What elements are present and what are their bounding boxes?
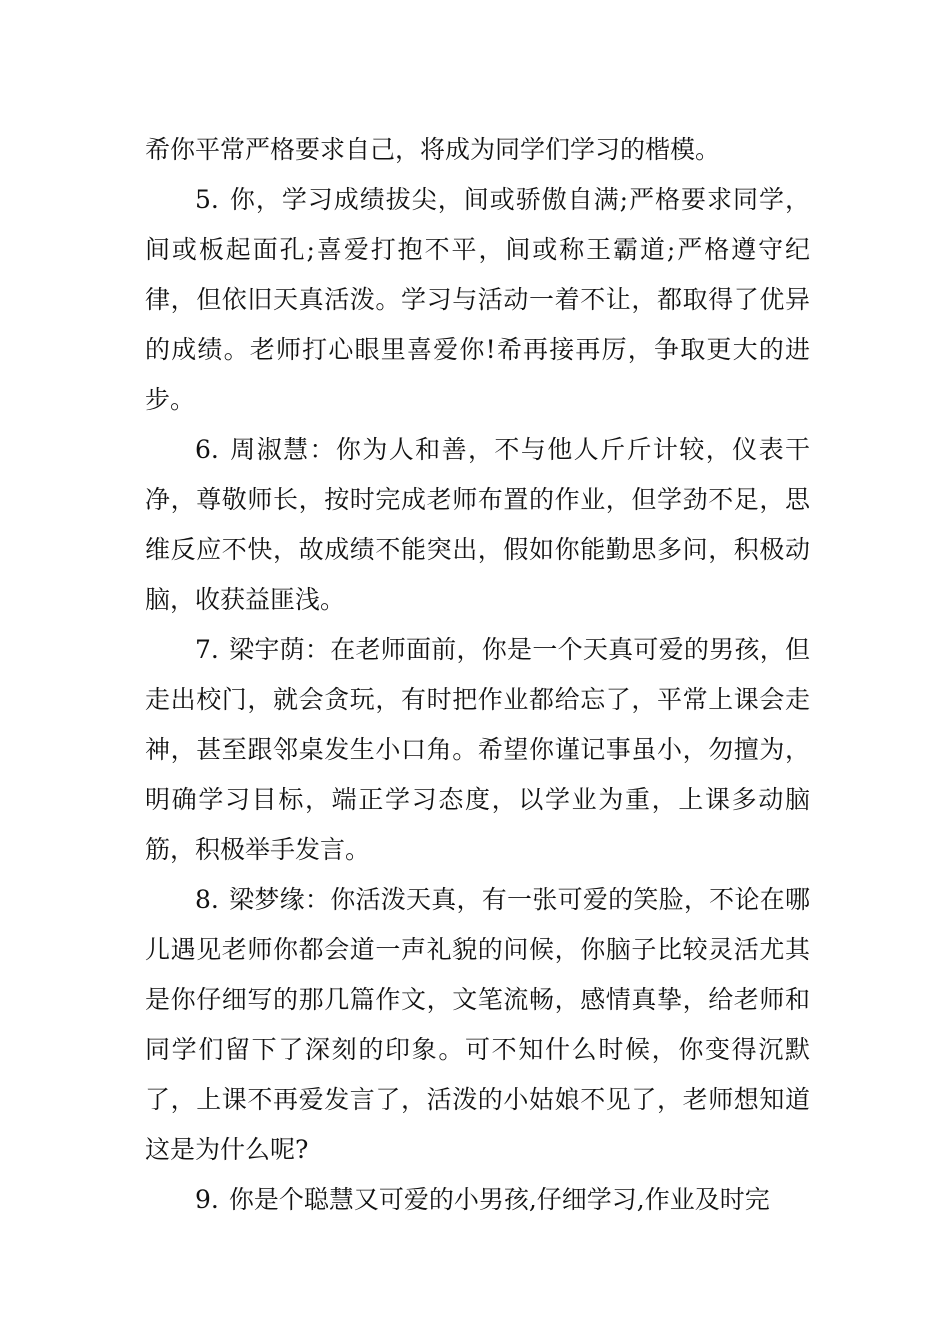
- document-body: [145, 125, 810, 1225]
- paragraph-continuation: [145, 125, 810, 175]
- paragraph-text: 梁梦缘：你活泼天真，有一张可爱的笑脸，不论在哪儿遇见老师你都会道一声礼貌的问候，你脑子比较灵活尤其是你仔细写的那几篇作文，文笔流畅，感情真挚，给老师和同学们留下了深刻的印象。可不知什么时候，你变得沉默了，上课不再爱发言了，活泼的小姑娘不见了，老师想知道这是为什么呢?: [145, 885, 810, 1164]
- paragraph-number: 6.: [195, 435, 219, 464]
- paragraph-text: 梁宇荫：在老师面前，你是一个天真可爱的男孩，但走出校门，就会贪玩，有时把作业都给忘了，平常上课会走神，甚至跟邻桌发生小口角。希望你谨记事虽小，勿擅为，明确学习目标，端正学习态度，以学业为重，上课多动脑筋，积极举手发言。: [145, 635, 810, 864]
- paragraph-item-8: [145, 875, 810, 1175]
- paragraph-number: 8.: [195, 885, 219, 914]
- paragraph-text: 希你平常严格要求自己，将成为同学们学习的楷模。: [145, 135, 721, 164]
- paragraph-item-6: [145, 425, 810, 625]
- paragraph-number: 5.: [195, 185, 219, 214]
- paragraph-text: 周淑慧：你为人和善，不与他人斤斤计较，仪表干净，尊敬师长，按时完成老师布置的作业，但学劲不足，思维反应不快，故成绩不能突出，假如你能勤思多问，积极动脑，收获益匪浅。: [145, 435, 810, 614]
- paragraph-item-9: [145, 1175, 810, 1225]
- paragraph-item-5: [145, 175, 810, 425]
- paragraph-number: 9.: [195, 1185, 219, 1214]
- paragraph-text: 你是个聪慧又可爱的小男孩,仔细学习,作业及时完: [228, 1185, 770, 1214]
- paragraph-text: 你，学习成绩拔尖，间或骄傲自满;严格要求同学，间或板起面孔;喜爱打抱不平，间或称王霸道;严格遵守纪律，但依旧天真活泼。学习与活动一着不让，都取得了优异的成绩。老师打心眼里喜爱你!希再接再厉，争取更大的进步。: [145, 185, 810, 414]
- paragraph-number: 7.: [195, 635, 219, 664]
- paragraph-item-7: [145, 625, 810, 875]
